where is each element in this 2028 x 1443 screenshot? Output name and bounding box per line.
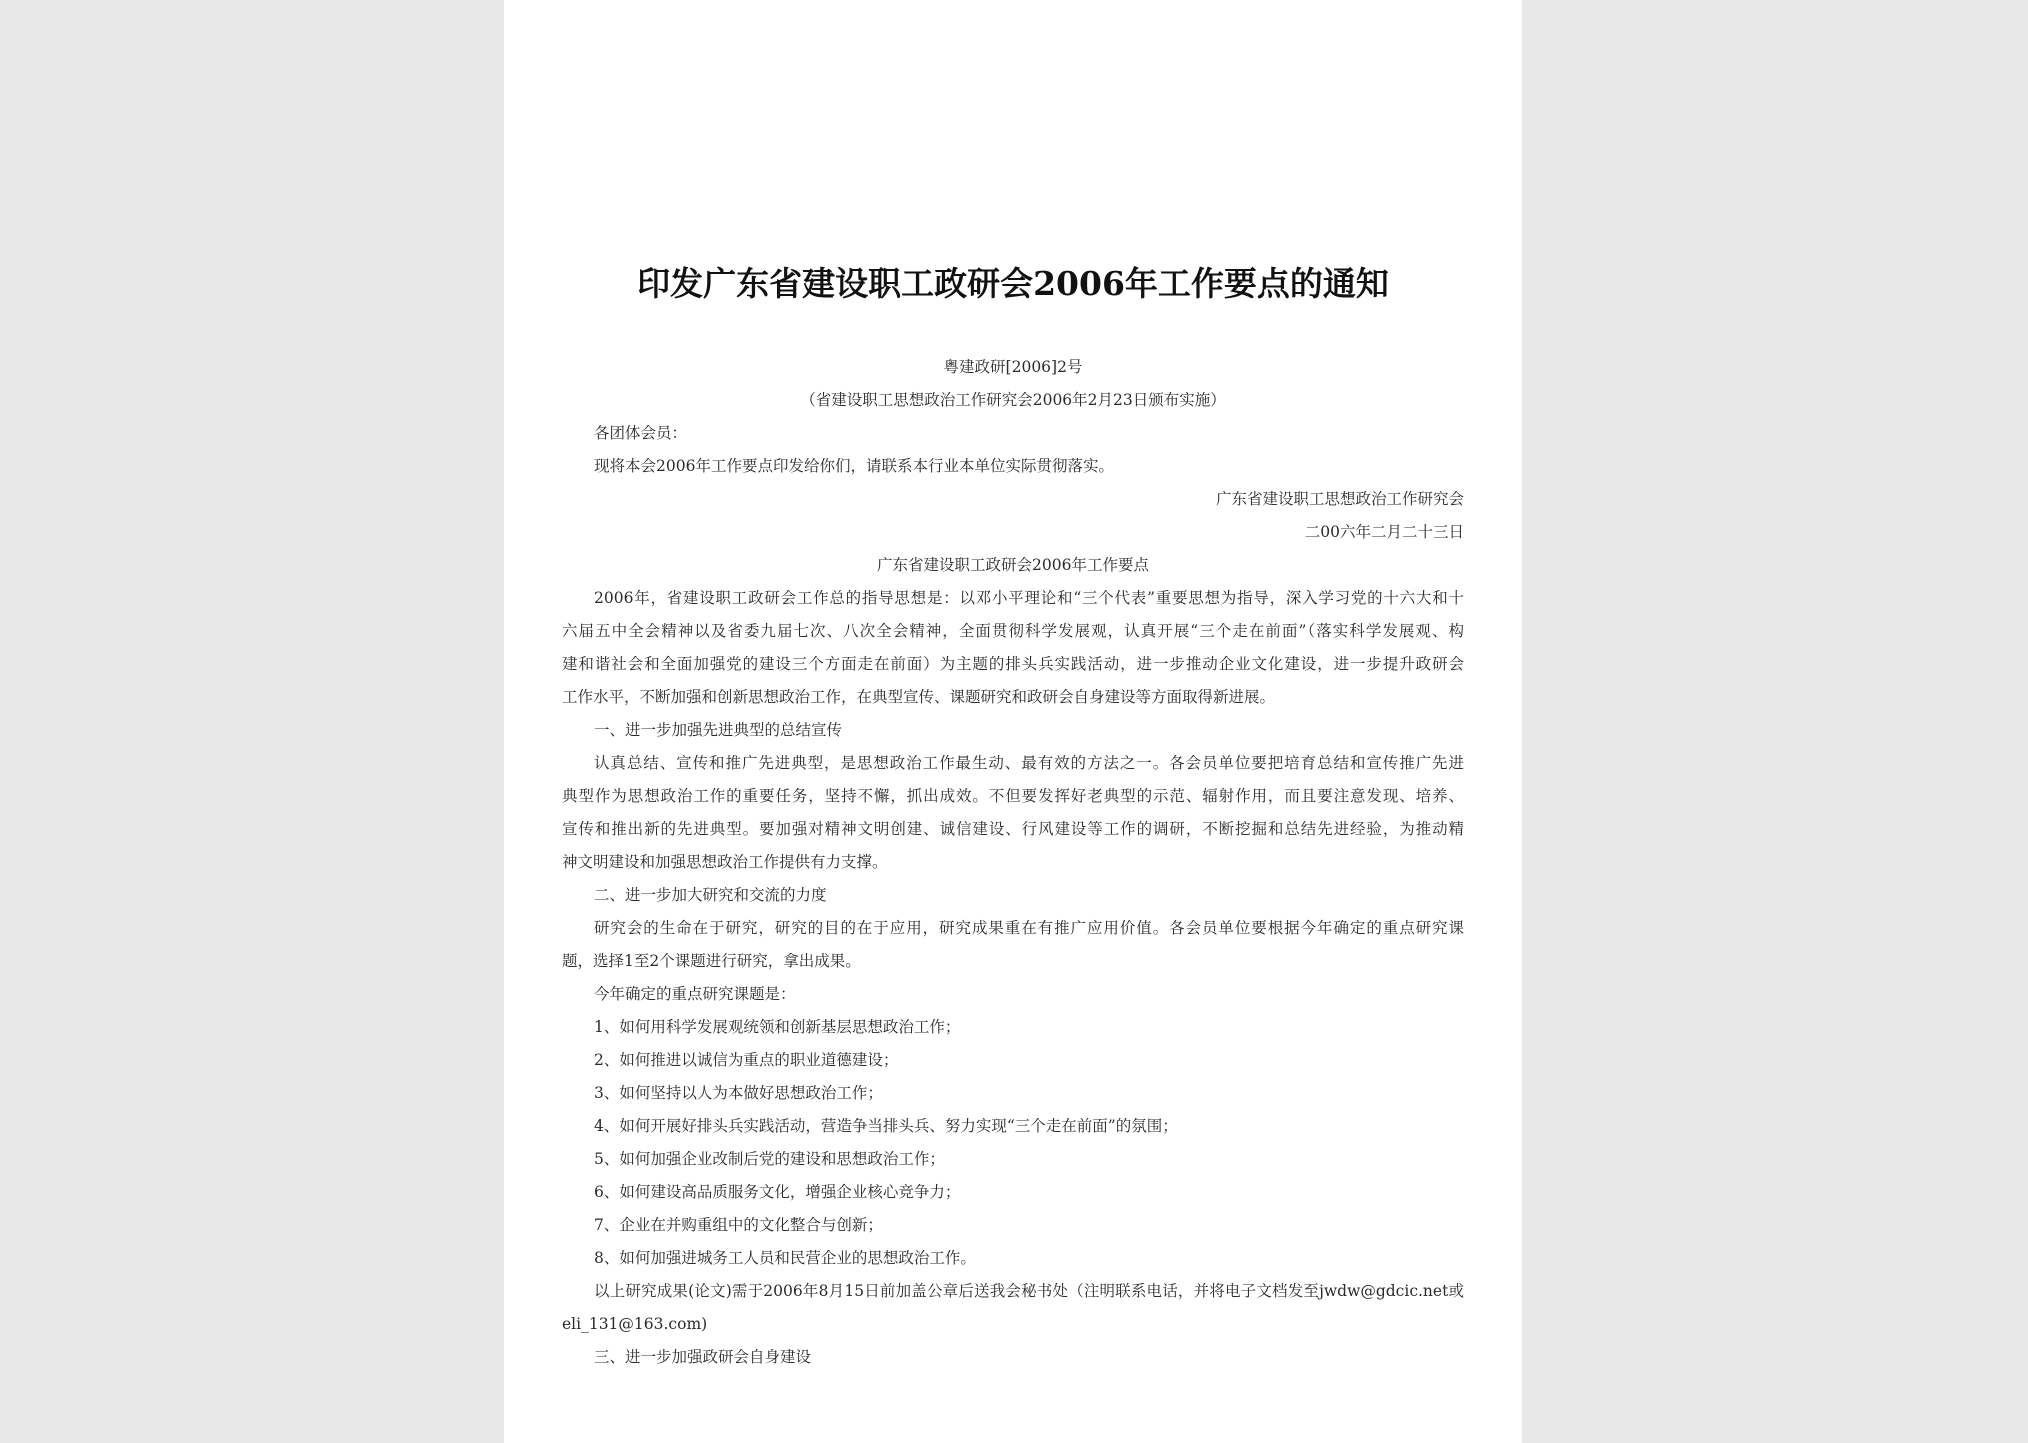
salutation: 各团体会员： — [594, 424, 688, 442]
heading-3: 三、进一步加强政研会自身建设 — [594, 1348, 812, 1366]
para1-line: 建和谐社会和全面加强党的建设三个方面走在前面）为主题的排头兵实践活动，进一步推动企业文化建设，进一步提升政研会 — [562, 655, 1464, 673]
para2-line: 神文明建设和加强思想政治工作提供有力支撑。 — [562, 853, 888, 871]
para1-line: 六届五中全会精神以及省委九届七次、八次全会精神，全面贯彻科学发展观，认真开展“三个走在前面”（落实科学发展观、构 — [562, 622, 1464, 640]
para2-line: 认真总结、宣传和推广先进典型，是思想政治工作最生动、最有效的方法之一。各会员单位要把培育总结和宣传推广先进 — [594, 754, 1464, 772]
doc-number: 粤建政研[2006]2号 — [943, 358, 1083, 376]
topic-item: 4、如何开展好排头兵实践活动，营造争当排头兵、努力实现“三个走在前面”的氛围； — [594, 1117, 1178, 1135]
issued-note: （省建设职工思想政治工作研究会2006年2月23日颁布实施） — [800, 391, 1226, 409]
topic-item: 7、企业在并购重组中的文化整合与创新； — [594, 1216, 883, 1234]
topics-intro: 今年确定的重点研究课题是： — [594, 985, 796, 1003]
topic-item: 8、如何加强进城务工人员和民营企业的思想政治工作。 — [594, 1249, 976, 1267]
para4-line: 以上研究成果(论文)需于2006年8月15日前加盖公章后送我会秘书处（注明联系电话，并将电子文档发至jwdw@gdcic.net或 — [594, 1282, 1464, 1300]
heading-2: 二、进一步加大研究和交流的力度 — [594, 886, 827, 904]
para1-line: 工作水平，不断加强和创新思想政治工作，在典型宣传、课题研究和政研会自身建设等方面取得新进展。 — [562, 688, 1276, 706]
heading-1: 一、进一步加强先进典型的总结宣传 — [594, 721, 843, 739]
para1-line: 2006年，省建设职工政研会工作总的指导思想是：以邓小平理论和“三个代表”重要思想为指导，深入学习党的十六大和十 — [594, 589, 1464, 607]
document-page — [504, 0, 1522, 1443]
topic-item: 2、如何推进以诚信为重点的职业道德建设； — [594, 1051, 899, 1069]
topic-item: 3、如何坚持以人为本做好思想政治工作； — [594, 1084, 883, 1102]
para3-line: 题，选择1至2个课题进行研究，拿出成果。 — [562, 952, 861, 970]
intro-line: 现将本会2006年工作要点印发给你们，请联系本行业本单位实际贯彻落实。 — [594, 457, 1114, 475]
section-title: 广东省建设职工政研会2006年工作要点 — [877, 556, 1149, 574]
topic-item: 5、如何加强企业改制后党的建设和思想政治工作； — [594, 1150, 945, 1168]
signature-org: 广东省建设职工思想政治工作研究会 — [1215, 490, 1464, 508]
para2-line: 典型作为思想政治工作的重要任务，坚持不懈，抓出成效。不但要发挥好老典型的示范、辐射作用，而且要注意发现、培养、 — [562, 787, 1464, 805]
document-title: 印发广东省建设职工政研会2006年工作要点的通知 — [637, 264, 1389, 303]
signature-date: 二00六年二月二十三日 — [1304, 523, 1464, 541]
topic-item: 6、如何建设高品质服务文化，增强企业核心竞争力； — [594, 1183, 961, 1201]
para4-line: eli_131@163.com) — [562, 1315, 708, 1333]
para3-line: 研究会的生命在于研究，研究的目的在于应用，研究成果重在有推广应用价值。各会员单位要根据今年确定的重点研究课 — [594, 919, 1464, 937]
topic-item: 1、如何用科学发展观统领和创新基层思想政治工作； — [594, 1018, 961, 1036]
para2-line: 宣传和推出新的先进典型。要加强对精神文明创建、诚信建设、行风建设等工作的调研，不断挖掘和总结先进经验，为推动精 — [562, 820, 1464, 838]
